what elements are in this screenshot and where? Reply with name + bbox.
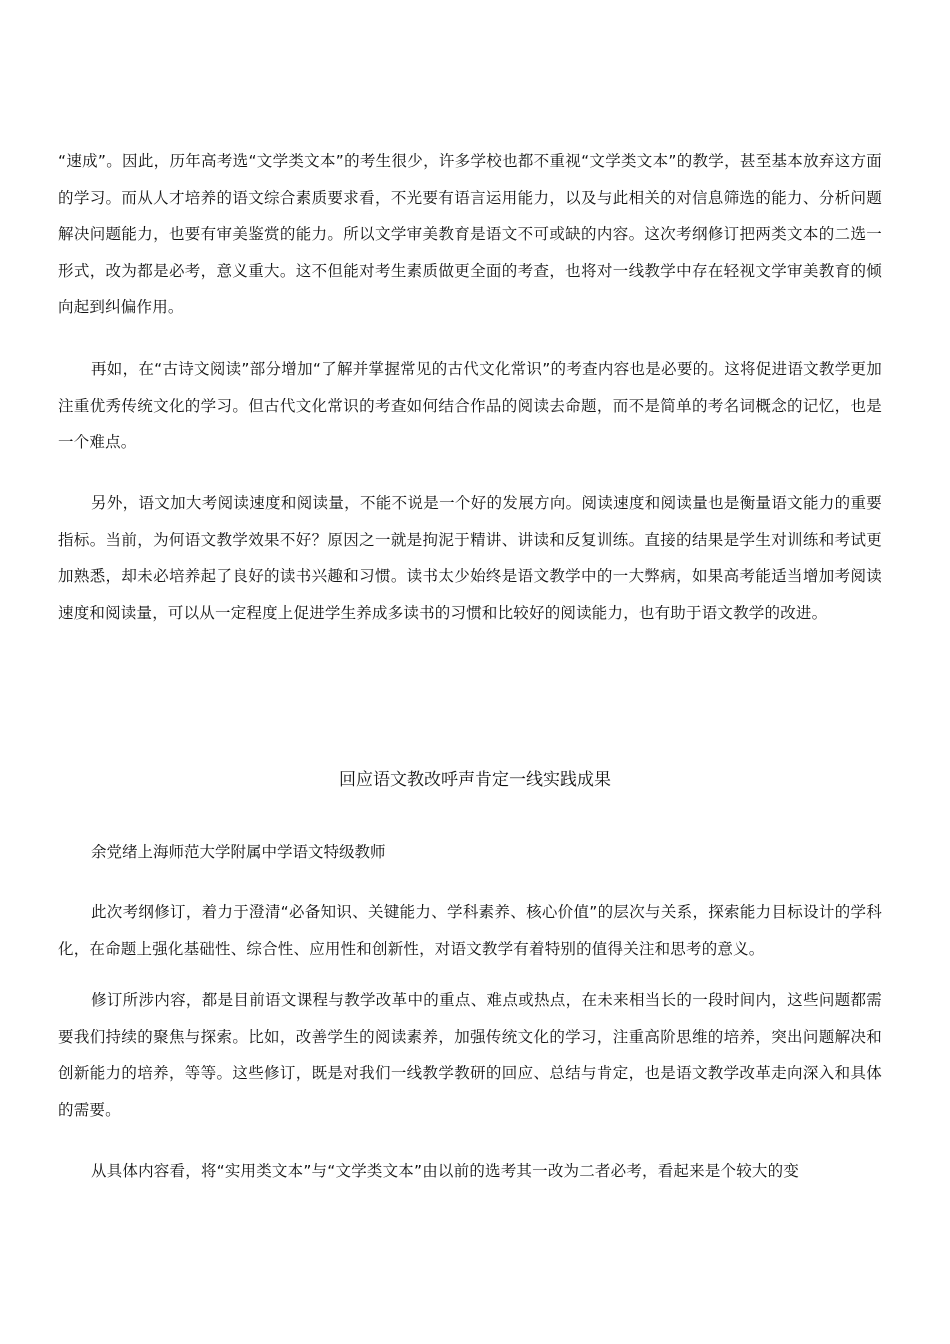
paragraph-specific-content: 从具体内容看，将“实用类文本”与“文学类文本”由以前的选考其一改为二者必考，看起来是个较大的变: [91, 1162, 800, 1180]
section-title: 回应语文教改呼声肯定一线实践成果: [339, 770, 611, 790]
author-byline: 余党绪上海师范大学附属中学语文特级教师: [91, 843, 386, 861]
paragraph-literary-text-continuation: “速成”。因此，历年高考选“文学类文本”的考生很少，许多学校也都不重视“文学类文本”的教学，甚至基本放弃这方面的学习。而从人才培养的语文综合素质要求看，不光要有语言运用能力，以及与此相关的对信息筛选的能力、分析问题解决问题能力，也要有审美鉴赏的能力。所以文学审美教育是语文不可或缺的内容。这次考纲修订把两类文本的二选一形式，改为都是必考，意义重大。这不但能对考生素质做更全面的考查，也将对一线教学中存在轻视文学审美教育的倾向起到纠偏作用。: [58, 152, 882, 316]
paragraph-classical-culture: 再如，在“古诗文阅读”部分增加“了解并掌握常见的古代文化常识”的考查内容也是必要的。这将促进语文教学更加注重优秀传统文化的学习。但古代文化常识的考查如何结合作品的阅读去命题，而不是简单的考名词概念的记忆，也是一个难点。: [58, 360, 882, 451]
paragraph-revision-content: 修订所涉内容，都是目前语文课程与教学改革中的重点、难点或热点，在未来相当长的一段时间内，这些问题都需要我们持续的聚焦与探索。比如，改善学生的阅读素养，加强传统文化的学习，注重高阶思维的培养，突出问题解决和创新能力的培养，等等。这些修订，既是对我们一线教学教研的回应、总结与肯定，也是语文教学改革走向深入和具体的需要。: [58, 991, 882, 1119]
paragraph-reading-speed: 另外，语文加大考阅读速度和阅读量，不能不说是一个好的发展方向。阅读速度和阅读量也是衡量语文能力的重要指标。当前，为何语文教学效果不好？原因之一就是拘泥于精讲、讲读和反复训练。直接的结果是学生对训练和考试更加熟悉，却未必培养起了良好的读书兴趣和习惯。读书太少始终是语文教学中的一大弊病，如果高考能适当增加考阅读速度和阅读量，可以从一定程度上促进学生养成多读书的习惯和比较好的阅读能力，也有助于语文教学的改进。: [58, 494, 882, 622]
paragraph-syllabus-revision: 此次考纲修订，着力于澄清“必备知识、关键能力、学科素养、核心价值”的层次与关系，探索能力目标设计的学科化，在命题上强化基础性、综合性、应用性和创新性，对语文教学有着特别的值得关注和思考的意义。: [58, 903, 882, 958]
